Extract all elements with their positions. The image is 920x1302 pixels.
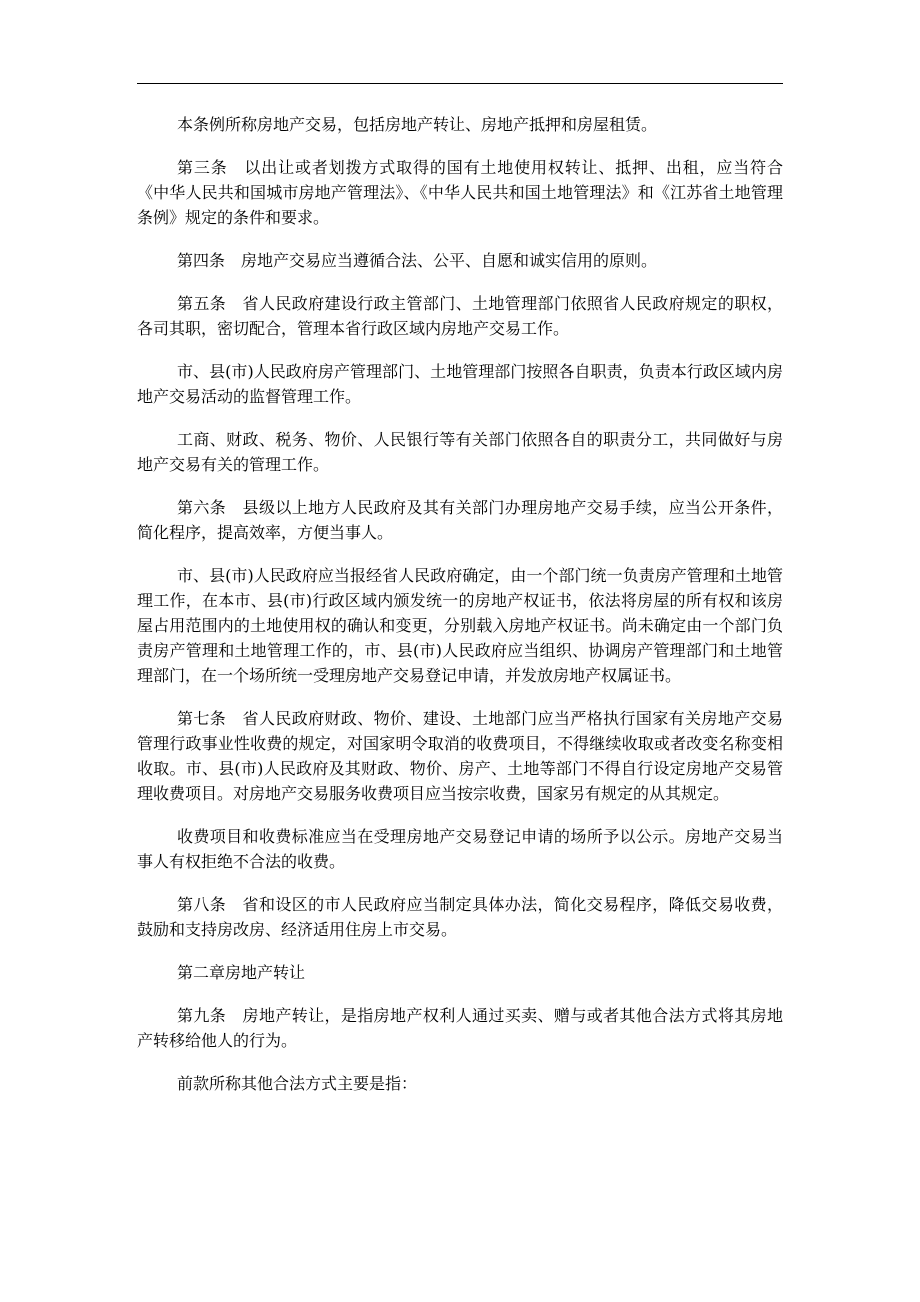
document-body <box>137 112 783 1114</box>
paragraph-article-7-clause-2: 收费项目和收费标准应当在受理房地产交易登记申请的场所予以公示。房地产交易当事人有权拒绝不合法的收费。 <box>137 827 783 871</box>
paragraph-article-5-clause-2: 市、县(市)人民政府房产管理部门、土地管理部门按照各自职责，负责本行政区域内房地产交易活动的监督管理工作。 <box>137 362 783 406</box>
paragraph-article-5-clause-3: 工商、财政、税务、物价、人民银行等有关部门依照各自的职责分工，共同做好与房地产交易有关的管理工作。 <box>137 430 783 474</box>
paragraph-article-6-clause-2: 市、县(市)人民政府应当报经省人民政府确定，由一个部门统一负责房产管理和土地管理工作，在本市、县(市)行政区域内颁发统一的房地产权证书，依法将房屋的所有权和该房屋占用范围内的土地使用权的确认和变更，分别载入房地产权证书。尚未确定由一个部门负责房产管理和土地管理工作的，市、县(市)人民政府应当组织、协调房产管理部门和土地管理部门，在一个场所统一受理房地产交易登记申请，并发放房地产权属证书。 <box>137 566 783 685</box>
paragraph-article-6: 第六条 县级以上地方人民政府及其有关部门办理房地产交易手续，应当公开条件，简化程序，提高效率，方便当事人。 <box>137 498 783 542</box>
paragraph-article-9-clause-2: 前款所称其他合法方式主要是指： <box>177 1074 418 1093</box>
paragraph-article-4: 第四条 房地产交易应当遵循合法、公平、自愿和诚实信用的原则。 <box>177 251 658 270</box>
paragraph-scope: 本条例所称房地产交易，包括房地产转让、房地产抵押和房屋租赁。 <box>177 115 658 134</box>
paragraph-article-7: 第七条 省人民政府财政、物价、建设、土地部门应当严格执行国家有关房地产交易管理行政事业性收费的规定，对国家明令取消的收费项目，不得继续收取或者改变名称变相收取。市、县(市)人民政府及其财政、物价、房产、土地等部门不得自行设定房地产交易管理收费项目。对房地产交易服务收费项目应当按宗收费，国家另有规定的从其规定。 <box>137 709 783 803</box>
paragraph-article-3: 第三条 以出让或者划拨方式取得的国有土地使用权转让、抵押、出租，应当符合《中华人民共和国城市房地产管理法》、《中华人民共和国土地管理法》和《江苏省土地管理条例》规定的条件和要求。 <box>137 158 783 227</box>
header-rule <box>137 83 783 84</box>
paragraph-article-9: 第九条 房地产转让，是指房地产权利人通过买卖、赠与或者其他合法方式将其房地产转移给他人的行为。 <box>137 1006 783 1050</box>
paragraph-article-8: 第八条 省和设区的市人民政府应当制定具体办法，简化交易程序，降低交易收费，鼓励和支持房改房、经济适用住房上市交易。 <box>137 895 783 939</box>
paragraph-article-5: 第五条 省人民政府建设行政主管部门、土地管理部门依照省人民政府规定的职权，各司其职，密切配合，管理本省行政区域内房地产交易工作。 <box>137 294 783 338</box>
chapter-heading: 第二章房地产转让 <box>177 963 306 982</box>
